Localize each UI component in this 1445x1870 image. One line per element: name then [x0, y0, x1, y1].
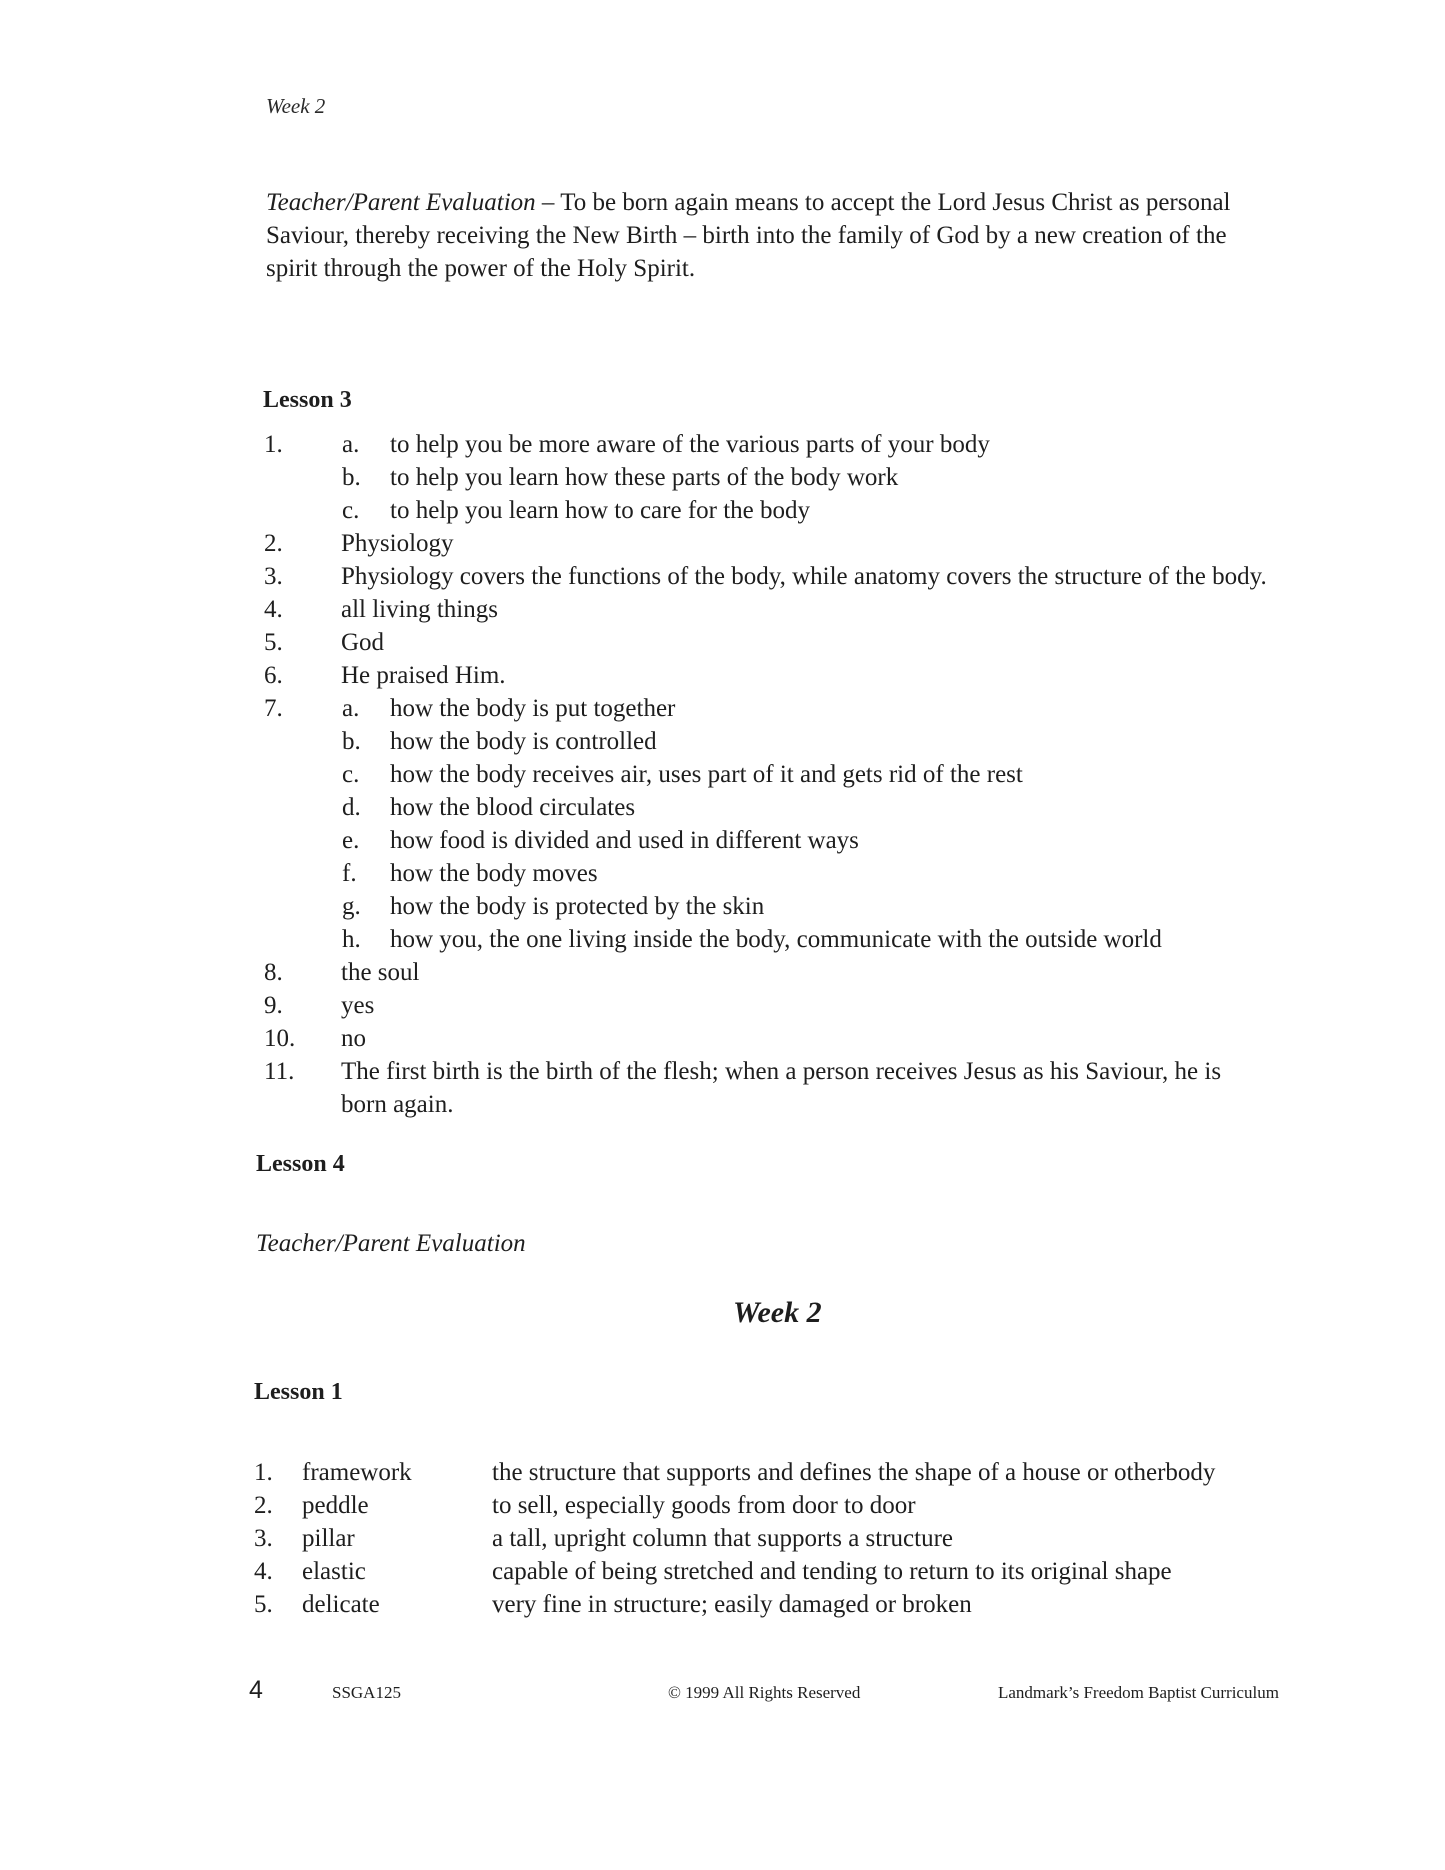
answer-text: God [341, 629, 385, 656]
course-code: SSGA125 [332, 1683, 401, 1702]
vocab-definition: to sell, especially goods from door to door [492, 1492, 916, 1519]
answer-text: yes [341, 992, 375, 1019]
page-footer [0, 1676, 1445, 1706]
intro-line-3: spirit through the power of the Holy Spirit. [266, 255, 696, 282]
week-heading: Week 2 [733, 1296, 822, 1329]
answer-sub-letter: c. [342, 497, 360, 524]
vocab-definition: very fine in structure; easily damaged or broken [492, 1591, 972, 1618]
answer-number: 9. [264, 992, 283, 1019]
intro-line-2: Saviour, thereby receiving the New Birth – birth into the family of God by a new creation of the [266, 222, 1227, 249]
vocab-word: delicate [302, 1591, 380, 1618]
intro-lead: Teacher/Parent Evaluation [266, 189, 536, 216]
answer-text: no [341, 1025, 366, 1052]
answer-sub-text: how the body moves [390, 860, 598, 887]
lesson-3-heading: Lesson 3 [263, 387, 352, 413]
answer-sub-text: how the blood circulates [390, 794, 636, 821]
answer-sub-text: to help you be more aware of the various parts of your body [390, 431, 990, 458]
answer-number: 10. [264, 1025, 296, 1052]
intro-paragraph [266, 186, 1366, 285]
running-header: Week 2 [266, 94, 326, 118]
copyright: © 1999 All Rights Reserved [668, 1683, 861, 1702]
answer-text: The first birth is the birth of the flesh; when a person receives Jesus as his Saviour, he is [341, 1058, 1222, 1085]
answer-number: 4. [264, 596, 283, 623]
answer-sub-text: to help you learn how these parts of the body work [390, 464, 899, 491]
answer-sub-text: to help you learn how to care for the body [390, 497, 811, 524]
answer-sub-text: how the body receives air, uses part of it and gets rid of the rest [390, 761, 1023, 788]
answer-sub-letter: f. [342, 860, 357, 887]
lesson-1-heading: Lesson 1 [254, 1379, 343, 1405]
answer-sub-letter: g. [342, 893, 361, 920]
answer-text-continued: born again. [341, 1091, 454, 1118]
answer-sub-letter: a. [342, 431, 360, 458]
answer-sub-text: how the body is protected by the skin [390, 893, 765, 920]
answer-number: 8. [264, 959, 283, 986]
answer-text: Physiology covers the functions of the body, while anatomy covers the structure of the body. [341, 563, 1267, 590]
vocab-number: 1. [254, 1459, 273, 1486]
answer-sub-letter: h. [342, 926, 361, 953]
vocab-definition: a tall, upright column that supports a structure [492, 1525, 954, 1552]
answer-sub-letter: b. [342, 728, 361, 755]
page-number: 4 [249, 1676, 263, 1704]
answer-number: 1. [264, 431, 283, 458]
answer-sub-letter: b. [342, 464, 361, 491]
answer-sub-letter: d. [342, 794, 361, 821]
vocab-number: 5. [254, 1591, 273, 1618]
answer-number: 2. [264, 530, 283, 557]
intro-line-1 [266, 186, 1366, 219]
vocab-word: pillar [302, 1525, 355, 1552]
lesson-4-note: Teacher/Parent Evaluation [256, 1230, 526, 1257]
vocab-word: framework [302, 1459, 412, 1486]
answer-sub-text: how the body is put together [390, 695, 676, 722]
answer-number: 6. [264, 662, 283, 689]
vocab-definition: capable of being stretched and tending to return to its original shape [492, 1558, 1172, 1585]
vocab-definition: the structure that supports and defines the shape of a house or otherbody [492, 1459, 1216, 1486]
answer-text: the soul [341, 959, 420, 986]
answer-sub-text: how food is divided and used in different ways [390, 827, 859, 854]
answer-number: 7. [264, 695, 283, 722]
answer-text: He praised Him. [341, 662, 506, 689]
vocab-word: peddle [302, 1492, 369, 1519]
answer-number: 5. [264, 629, 283, 656]
vocab-number: 3. [254, 1525, 273, 1552]
answer-sub-text: how the body is controlled [390, 728, 657, 755]
answer-sub-letter: c. [342, 761, 360, 788]
intro-dash: – [535, 189, 561, 216]
vocab-word: elastic [302, 1558, 366, 1585]
answer-number: 3. [264, 563, 283, 590]
answer-text: Physiology [341, 530, 454, 557]
intro-text-1: To be born again means to accept the Lord Jesus Christ as personal [560, 189, 1231, 216]
answer-sub-letter: e. [342, 827, 360, 854]
answer-sub-text: how you, the one living inside the body, communicate with the outside world [390, 926, 1162, 953]
answer-number: 11. [264, 1058, 295, 1085]
answer-text: all living things [341, 596, 498, 623]
publisher: Landmark’s Freedom Baptist Curriculum [998, 1683, 1279, 1702]
lesson-4-heading: Lesson 4 [256, 1151, 345, 1177]
answer-sub-letter: a. [342, 695, 360, 722]
vocab-number: 4. [254, 1558, 273, 1585]
vocab-number: 2. [254, 1492, 273, 1519]
